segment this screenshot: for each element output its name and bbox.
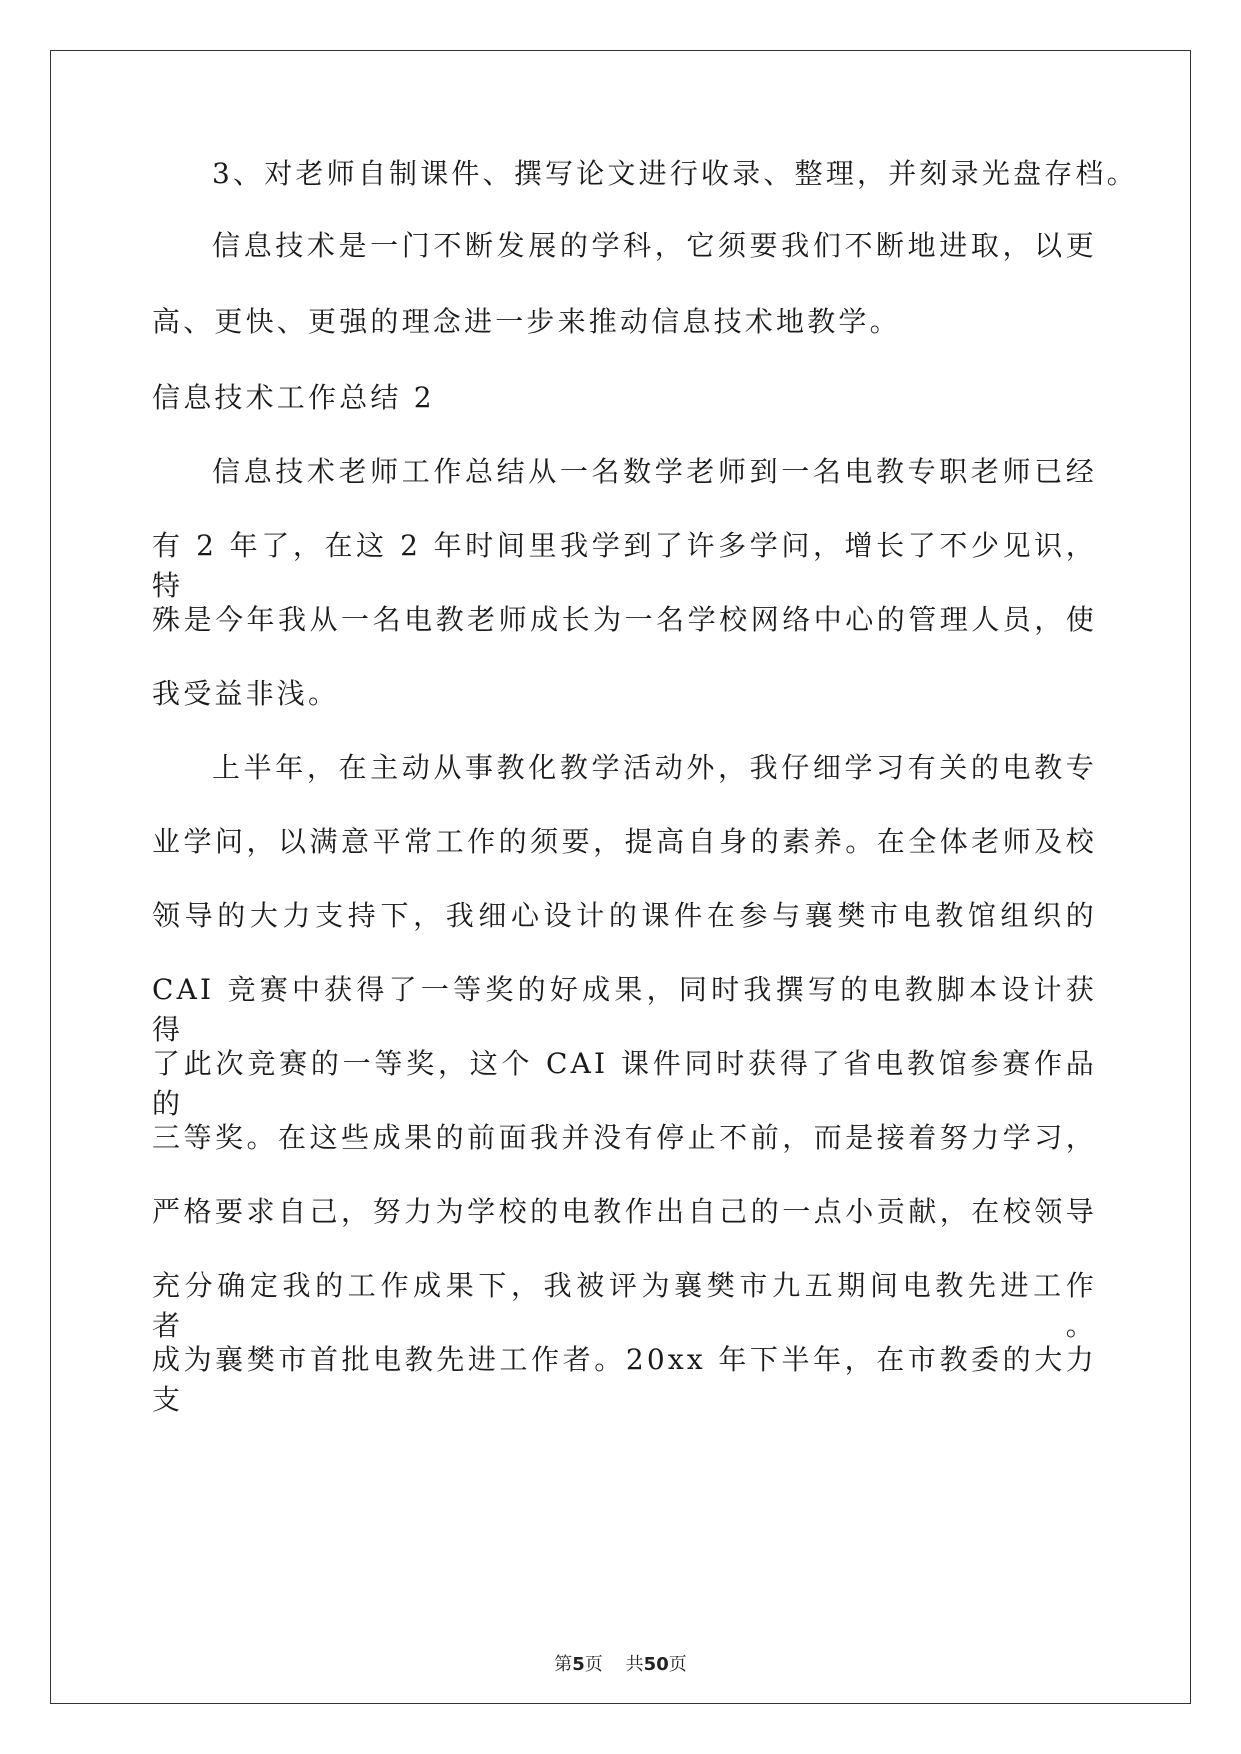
footer-total-suffix: 页 — [668, 1654, 687, 1675]
footer-page-prefix: 第 — [554, 1654, 573, 1675]
paragraph-line-2: 信息技术是一门不断发展的学科，它须要我们不断地进取，以更 — [212, 229, 1097, 262]
paragraph-line-1: 3、对老师自制课件、撰写论文进行收录、整理，并刻录光盘存档。 — [212, 157, 1138, 190]
page-border — [50, 50, 1191, 1704]
paragraph-line-16: 充分确定我的工作成果下，我被评为襄樊市九五期间电教先进工作者。 — [152, 1269, 1097, 1342]
paragraph-line-13: 了此次竞赛的一等奖，这个 CAI 课件同时获得了省电教馆参赛作品的 — [152, 1047, 1097, 1120]
footer-total-prefix: 共 — [625, 1654, 644, 1675]
paragraph-line-3: 高、更快、更强的理念进一步来推动信息技术地教学。 — [152, 305, 901, 338]
paragraph-line-6: 有 2 年了，在这 2 年时间里我学到了许多学问，增长了不少见识，特 — [152, 529, 1097, 602]
section-heading: 信息技术工作总结 2 — [152, 381, 435, 414]
paragraph-line-15: 严格要求自己，努力为学校的电教作出自己的一点小贡献，在校领导 — [152, 1195, 1097, 1228]
paragraph-line-10: 业学问，以满意平常工作的须要，提高自身的素养。在全体老师及校 — [152, 825, 1097, 858]
footer-page-suffix: 页 — [584, 1654, 603, 1675]
paragraph-line-17: 成为襄樊市首批电教先进工作者。20xx 年下半年，在市教委的大力支 — [152, 1343, 1097, 1416]
paragraph-line-14: 三等奖。在这些成果的前面我并没有停止不前，而是接着努力学习， — [152, 1121, 1097, 1154]
paragraph-line-12: CAI 竞赛中获得了一等奖的好成果，同时我撰写的电教脚本设计获得 — [152, 973, 1097, 1046]
paragraph-line-11: 领导的大力支持下，我细心设计的课件在参与襄樊市电教馆组织的 — [152, 899, 1097, 932]
footer-page-total: 50 — [643, 1654, 669, 1675]
paragraph-line-9: 上半年，在主动从事教化教学活动外，我仔细学习有关的电教专 — [212, 751, 1097, 784]
paragraph-line-5: 信息技术老师工作总结从一名数学老师到一名电教专职老师已经 — [212, 455, 1097, 488]
paragraph-line-8: 我受益非浅。 — [152, 677, 340, 710]
page-footer — [0, 1653, 1241, 1677]
footer-page-current: 5 — [572, 1654, 585, 1675]
paragraph-line-7: 殊是今年我从一名电教老师成长为一名学校网络中心的管理人员，使 — [152, 603, 1097, 636]
